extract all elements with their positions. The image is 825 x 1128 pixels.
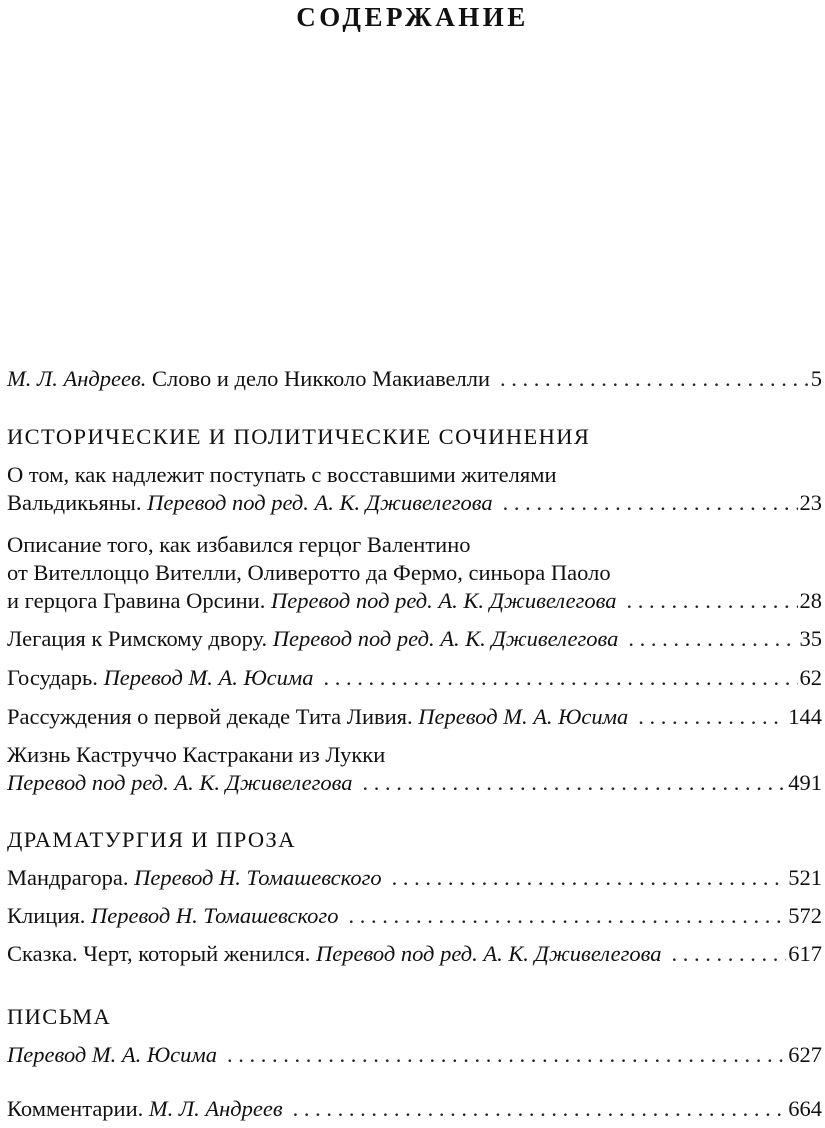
page-number: 35: [799, 626, 822, 651]
page-number: 521: [788, 865, 822, 890]
page-number: 144: [788, 704, 822, 729]
entry-title: О том, как надлежит поступать с восставшими жителями: [7, 462, 557, 487]
dot-leader: [324, 664, 798, 692]
page-number: 491: [788, 770, 822, 795]
dot-leader: [348, 902, 786, 930]
entry-title: Рассуждения о первой декаде Тита Ливия.: [7, 704, 413, 729]
section-heading: ПИСЬМА: [7, 1004, 112, 1029]
dot-leader: [293, 1095, 787, 1123]
entry-title: Легация к Римскому двору.: [7, 626, 268, 651]
entry-title: Вальдикьяны.: [7, 490, 142, 515]
toc-entry: [7, 664, 822, 692]
dot-leader: [503, 489, 798, 517]
toc-entry: [7, 940, 822, 968]
entry-translator: Перевод под ред. А. К. Дживелегова: [141, 490, 493, 515]
toc-entry: [7, 741, 822, 797]
page-title: СОДЕРЖАНИЕ: [296, 2, 529, 32]
page-number: 62: [799, 665, 822, 690]
entry-author: М. Л. Андреев.: [7, 366, 147, 391]
toc-entry: [7, 625, 822, 653]
toc-entry: [7, 902, 822, 930]
dot-leader: [392, 864, 787, 892]
entry-title: Мандрагора.: [7, 865, 129, 890]
entry-title: Комментарии.: [7, 1096, 144, 1121]
dot-leader: [627, 587, 798, 615]
entry-translator: Перевод под ред. А. К. Дживелегова: [7, 770, 353, 795]
dot-leader: [628, 625, 797, 653]
dot-leader: [638, 703, 786, 731]
entry-title: Жизнь Каструччо Кастракани из Лукки: [7, 742, 386, 767]
toc-entry: [7, 531, 822, 615]
page-number: 664: [788, 1096, 822, 1121]
page-number: 617: [788, 941, 822, 966]
entry-translator: Перевод М. А. Юсима: [412, 704, 629, 729]
entry-translator: Перевод Н. Томашевского: [85, 903, 339, 928]
dot-leader: [672, 940, 787, 968]
entry-title: и герцога Гравина Орсини.: [7, 588, 266, 613]
page-number: 28: [799, 588, 822, 613]
entry-translator: Перевод под ред. А. К. Дживелегова: [310, 941, 662, 966]
entry-title: от Вителлоццо Вителли, Оливеротто да Фермо, синьора Паоло: [7, 560, 611, 585]
toc-entry: [7, 703, 822, 731]
toc-entry-comments: [7, 1095, 822, 1123]
toc-entry-intro: [7, 365, 822, 393]
entry-translator: Перевод М. А. Юсима: [97, 665, 314, 690]
section-heading: ИСТОРИЧЕСКИЕ И ПОЛИТИЧЕСКИЕ СОЧИНЕНИЯ: [7, 424, 591, 449]
entry-title: Сказка. Черт, который женился.: [7, 941, 311, 966]
page-number: 5: [810, 366, 822, 391]
dot-leader: [227, 1041, 786, 1069]
toc-entry: [7, 864, 822, 892]
dot-leader: [363, 769, 787, 797]
page-number: 572: [788, 903, 822, 928]
entry-translator: Перевод М. А. Юсима: [7, 1042, 217, 1067]
entry-translator: Перевод под ред. А. К. Дживелегова: [265, 588, 617, 613]
dot-leader: [500, 365, 809, 393]
entry-title: Описание того, как избавился герцог Валентино: [7, 532, 471, 557]
entry-author: М. Л. Андреев: [143, 1096, 283, 1121]
section-historical: [7, 423, 822, 451]
entry-title: Клиция.: [7, 903, 86, 928]
toc-entry: [7, 1041, 822, 1069]
entry-title: Слово и дело Никколо Макиавелли: [146, 366, 491, 391]
toc-entry: [7, 461, 822, 517]
entry-translator: Перевод под ред. А. К. Дживелегова: [267, 626, 619, 651]
page-number: 23: [799, 490, 822, 515]
entry-translator: Перевод Н. Томашевского: [128, 865, 382, 890]
page-number: 627: [788, 1042, 822, 1067]
entry-title: Государь.: [7, 665, 98, 690]
section-heading: ДРАМАТУРГИЯ И ПРОЗА: [7, 827, 296, 852]
section-drama: [7, 826, 822, 854]
section-letters: [7, 1003, 822, 1031]
